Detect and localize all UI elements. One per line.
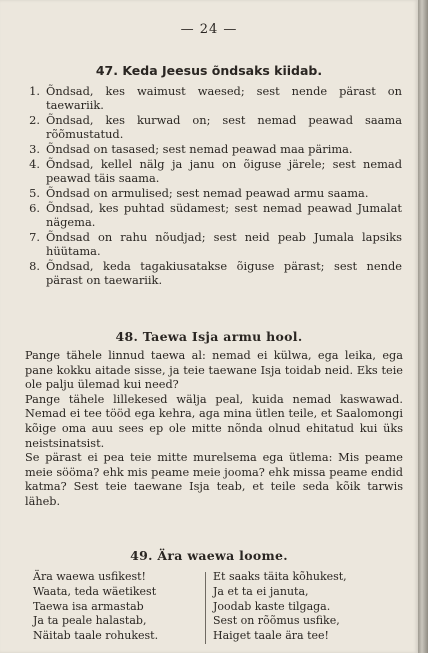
- column-divider: [205, 572, 206, 644]
- verse-right-column: [213, 570, 393, 644]
- item-number: 7.: [29, 229, 40, 244]
- page-edge: [418, 0, 428, 653]
- list-item: [18, 157, 402, 186]
- item-number: 5.: [29, 186, 40, 201]
- verse-line: Ja ta peale halastab,: [33, 614, 147, 628]
- item-text: Õndsad, keda tagakiusatakse õiguse pärast; sest nende pärast on taewariik.: [46, 259, 402, 288]
- beatitudes-list: [18, 84, 402, 288]
- page-number: — 24 —: [180, 22, 238, 37]
- verse-line: Et saaks täita kõhukest,: [213, 570, 347, 583]
- item-number: 6.: [29, 200, 40, 215]
- list-item: [18, 113, 402, 142]
- item-text: Õndsad, kellel nälg ja janu on õiguse järele; sest nemad peawad täis saama.: [46, 156, 402, 186]
- item-number: 4.: [29, 156, 40, 171]
- list-item: [18, 186, 402, 200]
- item-text: Õndsad, kes kurwad on; sest nemad peawad saama rõõmustatud.: [46, 113, 402, 142]
- section-48-body: [25, 349, 403, 510]
- item-number: 3.: [29, 142, 40, 157]
- section-47-title: 47. Keda Jeesus õndsaks kiidab.: [95, 63, 323, 78]
- list-item: [18, 230, 402, 259]
- section-49-title: 49. Ära waewa loome.: [130, 548, 288, 563]
- verse-line: Sest on rõõmus usfike,: [213, 614, 340, 628]
- item-text: Õndsad on armulised; sest nemad peawad armu saama.: [46, 186, 369, 201]
- list-item: [18, 259, 402, 288]
- verse-line: Joodab kaste tilgaga.: [213, 599, 331, 613]
- list-item: [18, 201, 402, 230]
- item-text: Õndsad on tasased; sest nemad peawad maa pärima.: [46, 142, 353, 157]
- paragraph: Pange tähele linnud taewa al: nemad ei külwa, ega leika, ega pane kokku aitade sisse, ja teie taewane Isja toidab neid. Eks teie ole palju ülemad kui need?: [25, 349, 403, 392]
- verse-left-column: [33, 570, 203, 644]
- item-number: 2.: [29, 113, 40, 128]
- list-item: [18, 84, 402, 113]
- verse-line: Taewa isa armastab: [33, 599, 144, 613]
- verse-line: Ära waewa usfikest!: [33, 570, 146, 583]
- verse-line: Ja et ta ei januta,: [213, 584, 309, 598]
- item-number: 1.: [29, 84, 40, 98]
- item-text: Õndsad, kes puhtad südamest; sest nemad peawad Jumalat nägema.: [46, 200, 402, 230]
- paragraph: Se pärast ei pea teie mitte murelsema ega ütlema: Mis peame meie sööma? ehk mis peame meie jooma? ehk missa peame endid katma? Sest teie taewane Isja teab, et teile seda kõik tarwis läheb.: [25, 451, 403, 508]
- item-text: Õndsad on rahu nõudjad; sest neid peab Jumala lapsiks hüütama.: [46, 229, 402, 259]
- item-text: Õndsad, kes waimust waesed; sest nende pärast on taewariik.: [46, 84, 402, 113]
- verse-line: Näitab taale rohukest.: [33, 629, 159, 643]
- list-item: [18, 142, 402, 156]
- section-48-title: 48. Taewa Isja armu hool.: [115, 329, 303, 344]
- paragraph: Pange tähele lillekesed wälja peal, kuida nemad kaswawad. Nemad ei tee tööd ega kehra, aga mina ütlen teile, et Saalomongi kõige oma auu sees ep ole mitte nõnda olnud ehitatud kui üks neistsinatsist.: [25, 392, 403, 450]
- item-number: 8.: [29, 259, 40, 274]
- verse-line: Waata, teda wäetikest: [33, 584, 157, 598]
- verse-line: Haiget taale ära tee!: [213, 629, 329, 643]
